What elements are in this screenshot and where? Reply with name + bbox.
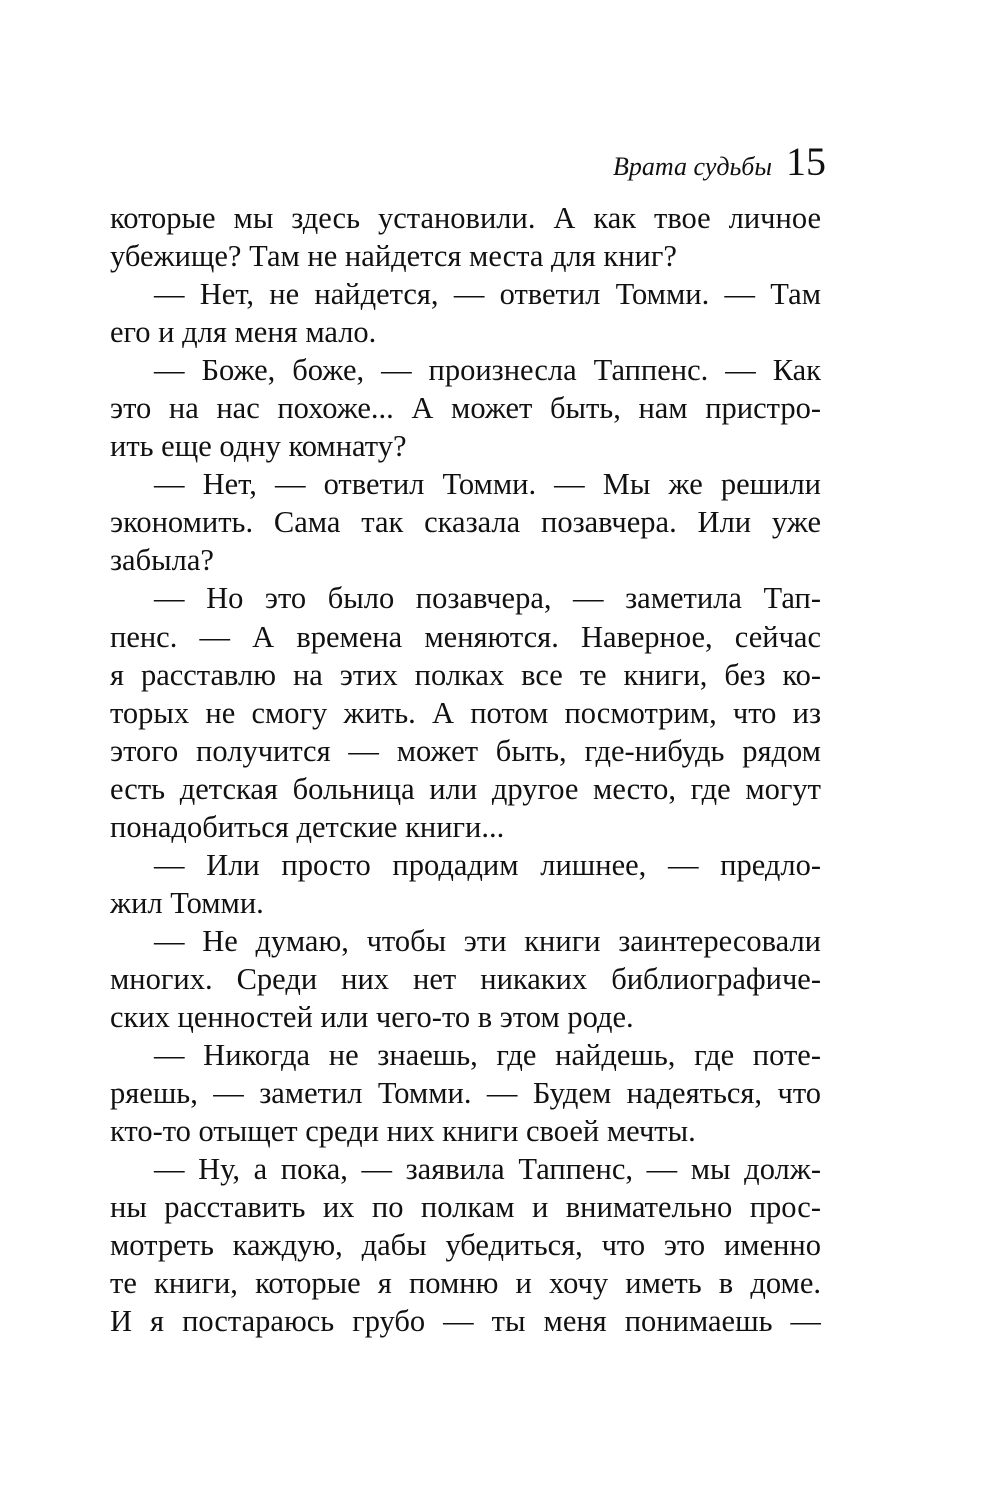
text-line: ить еще одну комнату? — [110, 429, 407, 464]
text-line: жил Томми. — [110, 885, 264, 920]
text-line: ских ценностей или чего-то в этом роде. — [110, 999, 634, 1034]
text-line: многих. Среди них нет никаких библиографиче- — [110, 961, 821, 996]
text-line: ряешь, — заметил Томми. — Будем надеяться, что — [110, 1076, 821, 1111]
body-text — [110, 199, 821, 1340]
text-line: кто-то отыщет среди них книги своей мечты. — [110, 1114, 696, 1149]
text-line: которые мы здесь установили. А как твое личное — [110, 201, 821, 235]
text-line: его и для меня мало. — [110, 315, 377, 350]
running-head — [110, 138, 826, 188]
text-line: — Ну, а пока, — заявила Таппенс, — мы долж- — [154, 1152, 821, 1187]
text-line: это на нас похоже... А может быть, нам пристро- — [110, 391, 821, 426]
text-line: торых не смогу жить. А потом посмотрим, что из — [110, 695, 821, 730]
text-line: — Боже, боже, — произнесла Таппенс. — Как — [154, 353, 821, 388]
text-line: мотреть каждую, дабы убедиться, что это именно — [110, 1228, 821, 1263]
text-line: забыла? — [110, 543, 214, 578]
text-line: — Никогда не знаешь, где найдешь, где поте- — [154, 1038, 821, 1073]
text-line: — Или просто продадим лишнее, — предло- — [154, 847, 821, 882]
page-number: 15 — [786, 139, 826, 184]
text-line: понадобиться детские книги... — [110, 809, 505, 844]
text-line: — Нет, — ответил Томми. — Мы же решили — [154, 467, 821, 502]
text-line: убежище? Там не найдется места для книг? — [110, 239, 677, 274]
text-line: — Не думаю, чтобы эти книги заинтересовали — [154, 923, 821, 958]
text-line: экономить. Сама так сказала позавчера. Или уже — [110, 505, 821, 540]
running-title: Врата судьбы — [613, 152, 772, 181]
text-line: те книги, которые я помню и хочу иметь в доме. — [110, 1266, 821, 1301]
text-line: И я постараюсь грубо — ты меня понимаешь — — [110, 1304, 821, 1339]
text-line: я расставлю на этих полках все те книги, без ко- — [110, 657, 821, 692]
text-line: — Нет, не найдется, — ответил Томми. — Там — [154, 277, 821, 312]
text-line: ны расставить их по полкам и внимательно прос- — [110, 1190, 821, 1225]
text-line: — Но это было позавчера, — заметила Тап- — [154, 581, 821, 616]
text-line: есть детская больница или другое место, где могут — [110, 771, 821, 806]
text-line: пенс. — А времена меняются. Наверное, сейчас — [110, 619, 821, 654]
text-line: этого получится — может быть, где-нибудь рядом — [110, 733, 821, 768]
